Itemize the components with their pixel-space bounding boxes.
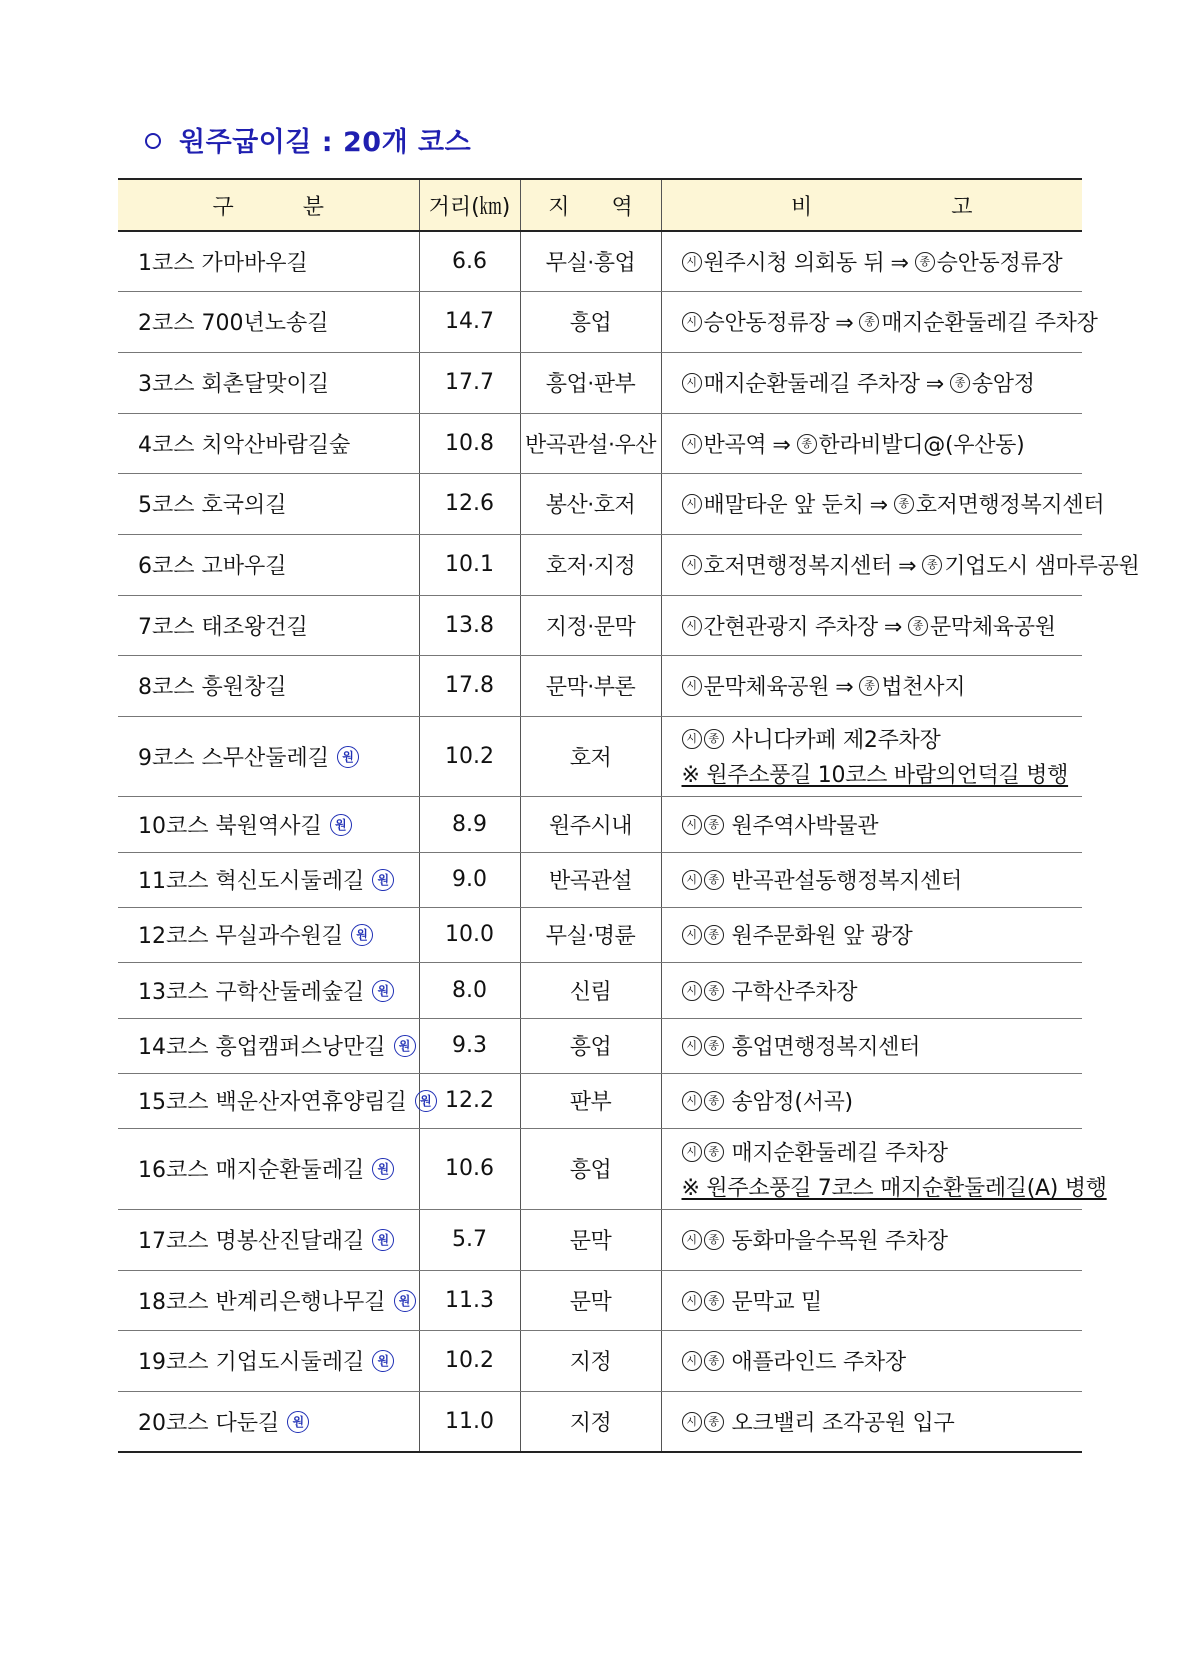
- wonju-circle-icon: 원: [372, 1158, 394, 1180]
- note-cell: [661, 231, 1082, 291]
- note-start: 배말타운 앞 둔치: [703, 493, 864, 518]
- note-end: 매지순환둘레길 주차장: [881, 311, 1098, 336]
- course-name: 19코스 기업도시둘레길: [138, 1350, 365, 1375]
- course-name-cell: [118, 796, 419, 852]
- end-circle-icon: 종: [704, 1230, 724, 1250]
- note-end: 송암정: [971, 372, 1035, 397]
- course-name: 15코스 백운산자연휴양림길: [138, 1090, 407, 1115]
- table-row: [118, 1270, 1082, 1330]
- distance-cell: 8.0: [419, 962, 520, 1018]
- table-row: [118, 655, 1082, 716]
- note-end: 호저면행정복지센터: [915, 493, 1105, 518]
- note-place: 흥업면행정복지센터: [731, 1035, 921, 1060]
- note-line: [682, 723, 1083, 754]
- wonju-circle-icon: 원: [372, 869, 394, 891]
- wonju-circle-icon: 원: [394, 1290, 416, 1312]
- start-circle-icon: 시: [682, 676, 702, 696]
- note-place: 동화마을수목원 주차장: [731, 1229, 948, 1254]
- distance-cell: 6.6: [419, 231, 520, 291]
- arrow-icon: ⇒: [890, 250, 909, 276]
- note-place: 사니다카페 제2주차장: [731, 728, 941, 753]
- end-circle-icon: 종: [704, 1291, 724, 1311]
- table-row: [118, 1073, 1082, 1128]
- table-row: [118, 352, 1082, 413]
- area-cell: 문막·부론: [520, 655, 661, 716]
- course-name-cell: [118, 413, 419, 473]
- note-cell: [661, 534, 1140, 595]
- note-line: [682, 1136, 1083, 1167]
- note-start: 문막체육공원: [703, 675, 830, 700]
- course-name-cell: [118, 907, 419, 962]
- area-cell: 반곡관설: [520, 852, 661, 907]
- course-name-cell: [118, 534, 419, 595]
- area-cell: 지정: [520, 1391, 661, 1452]
- title-bullet-icon: [145, 133, 161, 149]
- course-name-cell: [118, 231, 419, 291]
- distance-cell: 10.1: [419, 534, 520, 595]
- start-circle-icon: 시: [682, 1091, 702, 1111]
- start-circle-icon: 시: [682, 1412, 702, 1432]
- start-circle-icon: 시: [682, 1036, 702, 1056]
- end-circle-icon: 종: [704, 1036, 724, 1056]
- course-name: 1코스 가마바우길: [138, 250, 308, 276]
- wonju-circle-icon: 원: [372, 980, 394, 1002]
- end-circle-icon: 종: [797, 434, 817, 454]
- course-name: 6코스 고바우길: [138, 554, 287, 579]
- start-circle-icon: 시: [682, 555, 702, 575]
- note-place: 문막교 밑: [731, 1289, 823, 1315]
- area-cell: 흥업: [520, 1128, 661, 1209]
- wonju-circle-icon: 원: [372, 1350, 394, 1372]
- end-circle-icon: 종: [704, 815, 724, 835]
- note-place: 반곡관설동행정복지센터: [731, 869, 962, 894]
- table-row: [118, 962, 1082, 1018]
- course-name-cell: [118, 1330, 419, 1391]
- note-cell: [661, 907, 1082, 962]
- note-cell: [661, 1073, 1082, 1128]
- note-line: [682, 428, 1083, 459]
- end-circle-icon: 종: [859, 312, 879, 332]
- distance-cell: 10.6: [419, 1128, 520, 1209]
- distance-cell: 12.6: [419, 473, 520, 534]
- note-line: [682, 306, 1098, 337]
- course-name-cell: [118, 962, 419, 1018]
- end-circle-icon: 종: [704, 1412, 724, 1432]
- note-cell: [661, 352, 1082, 413]
- wonju-circle-icon: 원: [351, 924, 373, 946]
- area-cell: 지정·문막: [520, 595, 661, 655]
- note-place: 송암정(서곡): [731, 1090, 853, 1115]
- area-cell: 신림: [520, 962, 661, 1018]
- course-name-cell: [118, 1128, 419, 1209]
- start-circle-icon: 시: [682, 434, 702, 454]
- arrow-icon: ⇒: [835, 311, 854, 336]
- note-line-secondary: ※ 원주소풍길 10코스 바람의언덕길 병행: [681, 763, 1069, 788]
- course-name: 4코스 치악산바람길숲: [138, 432, 351, 458]
- course-name: 12코스 무실과수원길: [138, 924, 344, 949]
- course-name-cell: [118, 291, 419, 352]
- distance-cell: 13.8: [419, 595, 520, 655]
- table-row: [118, 1128, 1082, 1209]
- course-name: 5코스 호국의길: [138, 493, 287, 518]
- note-place: 애플라인드 주차장: [731, 1350, 906, 1375]
- table-row: [118, 595, 1082, 655]
- start-circle-icon: 시: [682, 312, 702, 332]
- note-line: [682, 1085, 1083, 1116]
- table-row: [118, 907, 1082, 962]
- distance-cell: 10.2: [419, 1330, 520, 1391]
- note-line: [682, 670, 1083, 701]
- end-circle-icon: 종: [950, 373, 970, 393]
- area-cell: 지정: [520, 1330, 661, 1391]
- note-line: [682, 1224, 1083, 1255]
- note-place: 구학산주차장: [731, 979, 858, 1005]
- table-row: [118, 231, 1082, 291]
- note-line: [682, 1285, 1083, 1316]
- note-place: 오크밸리 조각공원 입구: [731, 1410, 955, 1436]
- wonju-circle-icon: 원: [287, 1411, 309, 1433]
- start-circle-icon: 시: [682, 1351, 702, 1371]
- area-cell: 흥업: [520, 1018, 661, 1073]
- wonju-circle-icon: 원: [415, 1090, 437, 1112]
- start-circle-icon: 시: [682, 870, 702, 890]
- note-line: [682, 1030, 1083, 1061]
- table-row: [118, 1391, 1082, 1452]
- course-name: 3코스 회촌달맞이길: [138, 372, 330, 397]
- note-cell: [661, 1128, 1107, 1209]
- start-circle-icon: 시: [682, 252, 702, 272]
- table-row: [118, 413, 1082, 473]
- title-text: 원주굽이길 : 20개 코스: [179, 127, 472, 158]
- page-title: [145, 120, 471, 159]
- start-circle-icon: 시: [682, 981, 702, 1001]
- note-line: [682, 919, 1083, 950]
- distance-cell: 9.3: [419, 1018, 520, 1073]
- area-cell: 문막: [520, 1270, 661, 1330]
- note-cell: [661, 1209, 1082, 1270]
- wonju-circle-icon: 원: [330, 814, 352, 836]
- arrow-icon: ⇒: [898, 554, 917, 579]
- note-place: 원주문화원 앞 광장: [731, 924, 913, 949]
- distance-cell: 10.0: [419, 907, 520, 962]
- area-cell: 봉산·호저: [520, 473, 661, 534]
- note-cell: [661, 413, 1082, 473]
- area-cell: 판부: [520, 1073, 661, 1128]
- table-row: [118, 473, 1082, 534]
- course-name: 9코스 스무산둘레길: [138, 745, 330, 771]
- course-name-cell: [118, 655, 419, 716]
- area-cell: 흥업: [520, 291, 661, 352]
- note-cell: [661, 796, 1082, 852]
- end-circle-icon: 종: [859, 676, 879, 696]
- start-circle-icon: 시: [682, 1142, 702, 1162]
- table-body: [118, 231, 1140, 1452]
- distance-cell: 10.8: [419, 413, 520, 473]
- area-cell: 원주시내: [520, 796, 661, 852]
- wonju-circle-icon: 원: [337, 746, 359, 768]
- start-circle-icon: 시: [682, 729, 702, 749]
- end-circle-icon: 종: [704, 729, 724, 749]
- end-circle-icon: 종: [894, 494, 914, 514]
- note-cell: [661, 1270, 1082, 1330]
- course-name-cell: [118, 852, 419, 907]
- table-row: [118, 1209, 1082, 1270]
- wonju-circle-icon: 원: [372, 1229, 394, 1251]
- distance-cell: 5.7: [419, 1209, 520, 1270]
- course-name: 8코스 흥원창길: [138, 675, 287, 700]
- arrow-icon: ⇒: [869, 493, 888, 518]
- course-name: 7코스 태조왕건길: [138, 614, 308, 640]
- area-cell: 흥업·판부: [520, 352, 661, 413]
- course-name: 18코스 반계리은행나무길: [138, 1289, 386, 1315]
- note-start: 원주시청 의회동 뒤: [703, 250, 885, 276]
- course-name: 16코스 매지순환둘레길: [138, 1158, 365, 1183]
- distance-cell: 10.2: [419, 716, 520, 796]
- arrow-icon: ⇒: [772, 432, 791, 458]
- area-cell: 호저: [520, 716, 661, 796]
- header-area: 지 역: [520, 179, 661, 231]
- start-circle-icon: 시: [682, 494, 702, 514]
- note-start: 호저면행정복지센터: [703, 554, 893, 579]
- arrow-icon: ⇒: [835, 675, 854, 700]
- course-table: [118, 178, 1140, 1453]
- note-cell: [661, 291, 1098, 352]
- distance-cell: 17.7: [419, 352, 520, 413]
- table-row: [118, 534, 1082, 595]
- area-cell: 무실·흥업: [520, 231, 661, 291]
- end-circle-icon: 종: [908, 616, 928, 636]
- table-row: [118, 796, 1082, 852]
- note-line: [682, 975, 1083, 1006]
- note-cell: [661, 473, 1105, 534]
- note-cell: [661, 655, 1082, 716]
- note-cell: [661, 962, 1082, 1018]
- course-name: 11코스 혁신도시둘레길: [138, 869, 365, 894]
- note-start: 간현관광지 주차장: [703, 614, 878, 640]
- arrow-icon: ⇒: [883, 614, 902, 640]
- course-name: 13코스 구학산둘레숲길: [138, 979, 365, 1005]
- start-circle-icon: 시: [682, 815, 702, 835]
- distance-cell: 14.7: [419, 291, 520, 352]
- end-circle-icon: 종: [915, 252, 935, 272]
- area-cell: 호저·지정: [520, 534, 661, 595]
- table-header-row: [118, 179, 1082, 231]
- area-cell: 문막: [520, 1209, 661, 1270]
- course-name-cell: [118, 1018, 419, 1073]
- note-end: 기업도시 샘마루공원: [944, 554, 1140, 579]
- note-cell: [661, 595, 1082, 655]
- end-circle-icon: 종: [922, 555, 942, 575]
- course-name-cell: [118, 1209, 419, 1270]
- distance-cell: 8.9: [419, 796, 520, 852]
- note-line-secondary: ※ 원주소풍길 7코스 매지순환둘레길(A) 병행: [681, 1175, 1107, 1201]
- course-name: 14코스 흥업캠퍼스낭만길: [138, 1035, 386, 1060]
- distance-cell: 9.0: [419, 852, 520, 907]
- note-end: 문막체육공원: [929, 614, 1056, 640]
- note-cell: [661, 716, 1082, 796]
- table-row: [118, 716, 1082, 796]
- course-name-cell: [118, 716, 419, 796]
- note-cell: [661, 852, 1082, 907]
- course-name-cell: [118, 1073, 432, 1128]
- wonju-circle-icon: 원: [394, 1035, 416, 1057]
- end-circle-icon: 종: [704, 870, 724, 890]
- course-name: 10코스 북원역사길: [138, 813, 322, 839]
- area-cell: 반곡관설·우산: [520, 413, 661, 473]
- note-end: 승안동정류장: [936, 250, 1063, 276]
- course-name: 17코스 명봉산진달래길: [138, 1229, 365, 1254]
- table-row: [118, 1330, 1082, 1391]
- note-cell: [661, 1391, 1082, 1452]
- course-name-cell: [118, 352, 419, 413]
- end-circle-icon: 종: [704, 1142, 724, 1162]
- table-row: [118, 852, 1082, 907]
- note-start: 승안동정류장: [703, 311, 830, 336]
- area-cell: 무실·명륜: [520, 907, 661, 962]
- note-place: 원주역사박물관: [731, 813, 879, 839]
- note-place: 매지순환둘레길 주차장: [731, 1140, 948, 1166]
- note-line: [682, 610, 1083, 641]
- note-line: [682, 246, 1083, 277]
- end-circle-icon: 종: [704, 925, 724, 945]
- end-circle-icon: 종: [704, 981, 724, 1001]
- note-end: 한라비발디@(우산동): [818, 432, 1025, 458]
- note-line: [682, 1345, 1083, 1376]
- header-note: 비 고: [661, 179, 1082, 231]
- course-name-cell: [118, 595, 419, 655]
- course-name-cell: [118, 473, 419, 534]
- arrow-icon: ⇒: [925, 372, 944, 397]
- note-start: 매지순환둘레길 주차장: [703, 372, 920, 397]
- course-name: 20코스 다둔길: [138, 1410, 280, 1436]
- note-cell: [661, 1018, 1082, 1073]
- start-circle-icon: 시: [682, 373, 702, 393]
- course-name-cell: [118, 1270, 419, 1330]
- end-circle-icon: 종: [704, 1351, 724, 1371]
- distance-cell: 11.3: [419, 1270, 520, 1330]
- distance-cell: 11.0: [419, 1391, 520, 1452]
- note-line: [682, 549, 1140, 580]
- distance-cell: 17.8: [419, 655, 520, 716]
- note-line: [682, 864, 1083, 895]
- start-circle-icon: 시: [682, 925, 702, 945]
- distance-cell: 12.2: [419, 1073, 520, 1128]
- end-circle-icon: 종: [704, 1091, 724, 1111]
- start-circle-icon: 시: [682, 1230, 702, 1250]
- note-line: [682, 367, 1083, 398]
- course-name: 2코스 700년노송길: [138, 311, 329, 336]
- start-circle-icon: 시: [682, 616, 702, 636]
- note-line: [682, 488, 1105, 519]
- course-name-cell: [118, 1391, 419, 1452]
- note-cell: [661, 1330, 1082, 1391]
- note-line: [682, 1406, 1083, 1437]
- header-distance: 거리(㎞): [419, 179, 520, 231]
- table-row: [118, 1018, 1082, 1073]
- start-circle-icon: 시: [682, 1291, 702, 1311]
- header-course: 구 분: [118, 179, 419, 231]
- note-end: 법천사지: [881, 675, 966, 700]
- note-start: 반곡역: [703, 432, 767, 458]
- note-line: [682, 809, 1083, 840]
- table-row: [118, 291, 1082, 352]
